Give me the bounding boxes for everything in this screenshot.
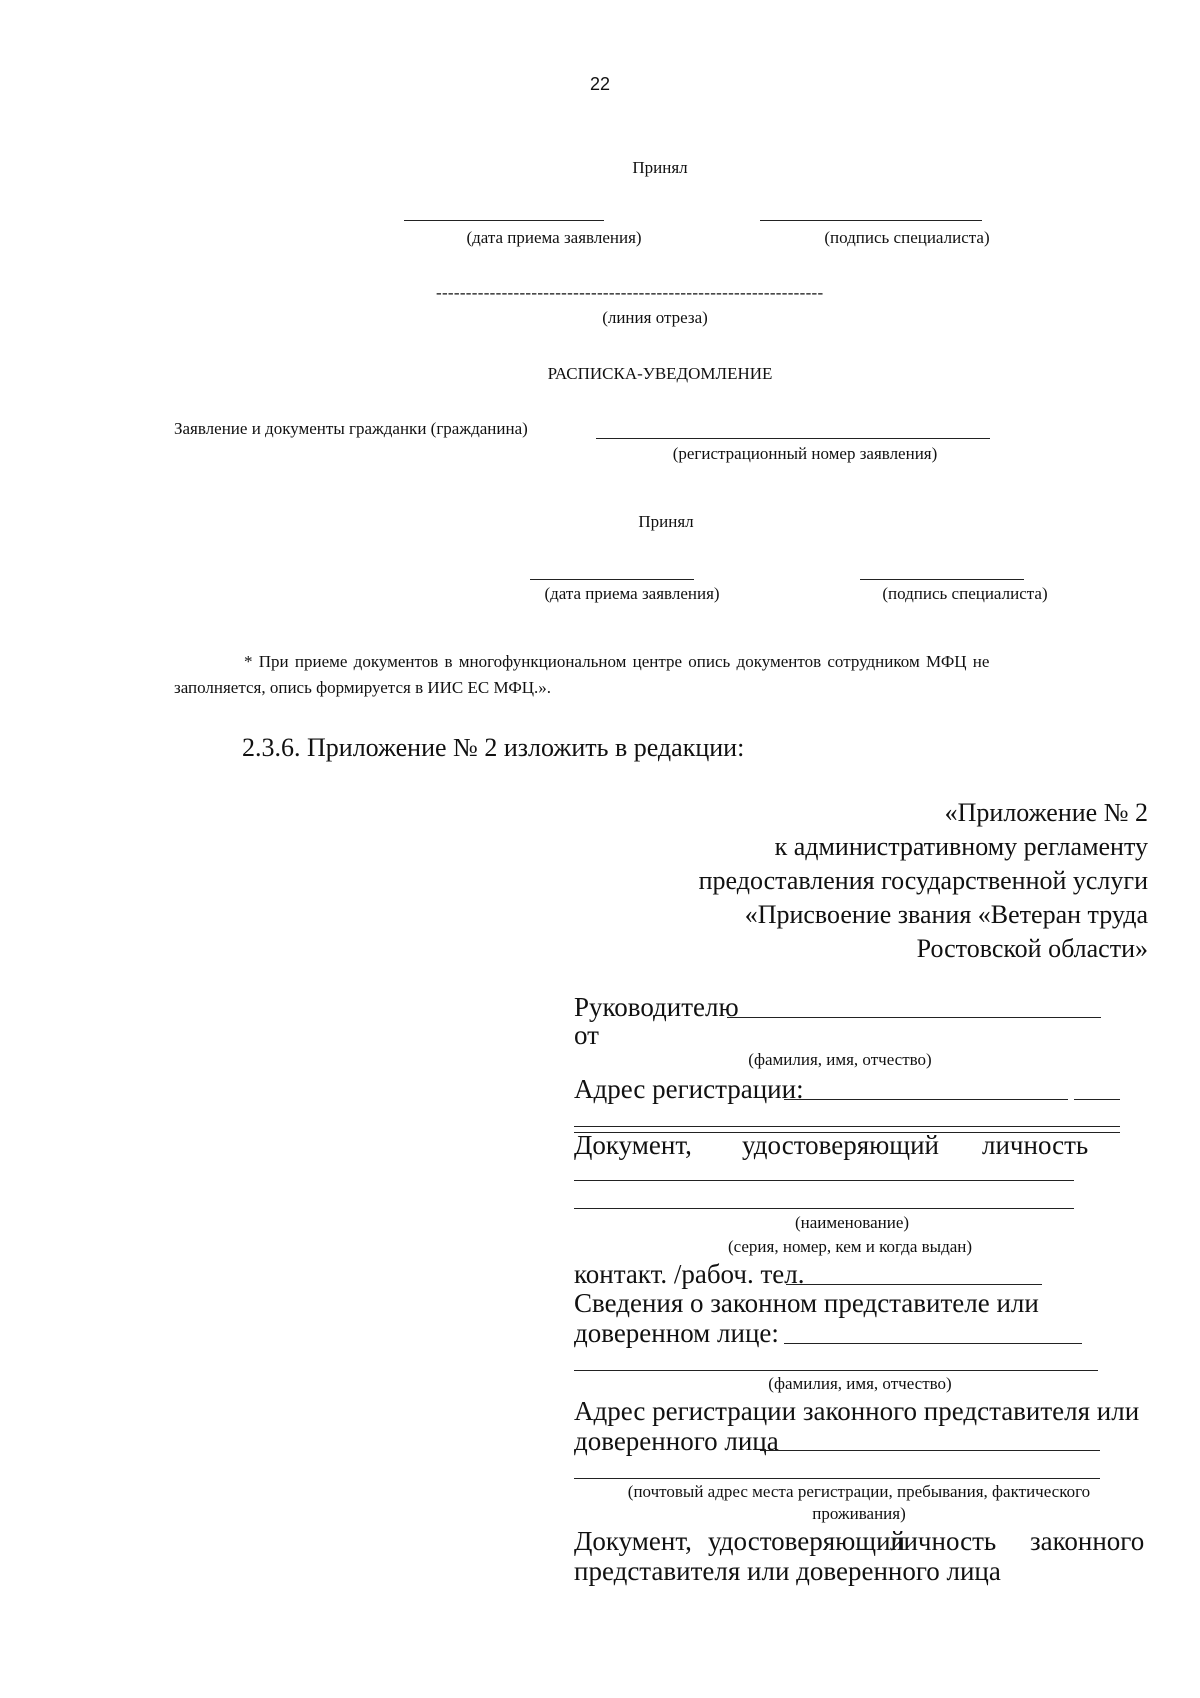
date-caption: (дата приема заявления) <box>466 228 642 247</box>
section-heading: 2.3.6. Приложение № 2 изложить в редакции: <box>242 733 745 762</box>
rep-doc-line-2: представителя или доверенного лица <box>574 1556 1001 1586</box>
footnote-line-1: * При приеме документов в многофункциональном центре опись документов сотрудником МФЦ не <box>244 652 990 671</box>
page-number: 22 <box>589 74 611 94</box>
footnote-line-2: заполняется, опись формируется в ИИС ЕС МФЦ.». <box>174 678 552 697</box>
signature-caption-2: (подпись специалиста) <box>882 584 1048 603</box>
accepted-label: Принял <box>632 158 688 177</box>
head-line <box>727 1017 1101 1018</box>
appendix-title: «Приложение № 2 <box>944 798 1148 827</box>
rep-fio-caption: (фамилия, имя, отчество) <box>768 1374 952 1393</box>
cut-line: ----------------------------------------------------------------- <box>436 283 824 302</box>
statement-text: Заявление и документы гражданки (гражданина) <box>174 419 528 438</box>
rep-doc-word-3: личность <box>890 1526 997 1556</box>
phone-label: контакт. /рабоч. тел. <box>574 1259 805 1289</box>
rep-postal-line <box>574 1478 1100 1479</box>
cut-line-caption: (линия отреза) <box>602 308 708 327</box>
postal-caption-line-2: проживания) <box>812 1504 906 1523</box>
rep-address-line-2: доверенного лица <box>574 1426 779 1456</box>
signature-caption: (подпись специалиста) <box>824 228 990 247</box>
doc-details-caption: (серия, номер, кем и когда выдан) <box>727 1237 973 1256</box>
appendix-line-4: «Присвоение звания «Ветеран труда <box>744 900 1148 929</box>
doc-name-caption: (наименование) <box>794 1213 910 1232</box>
doc-line-1 <box>574 1180 1074 1181</box>
appendix-line-5: Ростовской области» <box>916 934 1148 963</box>
postal-caption-line-1: (почтовый адрес места регистрации, пребывания, фактического <box>627 1482 1091 1501</box>
from-label: от <box>574 1020 599 1050</box>
appendix-line-3: предоставления государственной услуги <box>698 866 1148 895</box>
reg-number-line <box>596 438 990 439</box>
phone-line <box>786 1284 1042 1285</box>
rep-info-line-2: доверенном лице: <box>574 1318 779 1348</box>
date-caption-2: (дата приема заявления) <box>544 584 720 603</box>
signature-line-2 <box>860 579 1024 580</box>
address-line-2 <box>574 1126 1120 1127</box>
reg-number-caption: (регистрационный номер заявления) <box>672 444 938 463</box>
date-line-2 <box>530 579 694 580</box>
specialist-signature-line <box>760 220 982 221</box>
rep-address-line <box>760 1450 1100 1451</box>
rep-info-line-1: Сведения о законном представителе или <box>574 1288 1039 1318</box>
doc-line-2 <box>574 1208 1074 1209</box>
rep-doc-word-4: законного <box>1030 1526 1145 1556</box>
rep-fio-line <box>574 1370 1098 1371</box>
rep-doc-word-2: удостоверяющий <box>708 1526 905 1556</box>
accepted-label-2: Принял <box>638 512 694 531</box>
receipt-notice-title: РАСПИСКА-УВЕДОМЛЕНИЕ <box>547 364 773 383</box>
appendix-line-2: к административному регламенту <box>774 832 1148 861</box>
address-label: Адрес регистрации: <box>574 1074 804 1104</box>
head-label: Руководителю <box>574 992 739 1022</box>
address-line-tail <box>1074 1099 1120 1100</box>
date-signature-line <box>404 220 604 221</box>
rep-address-line-1: Адрес регистрации законного представителя или <box>574 1396 1140 1426</box>
fio-caption: (фамилия, имя, отчество) <box>748 1050 932 1069</box>
id-doc-word-1: Документ, <box>574 1130 692 1160</box>
id-doc-word-3: личность <box>982 1130 1089 1160</box>
address-line <box>784 1099 1068 1100</box>
rep-info-line <box>784 1343 1082 1344</box>
rep-doc-word-1: Документ, <box>574 1526 692 1556</box>
id-doc-word-2: удостоверяющий <box>742 1130 939 1160</box>
